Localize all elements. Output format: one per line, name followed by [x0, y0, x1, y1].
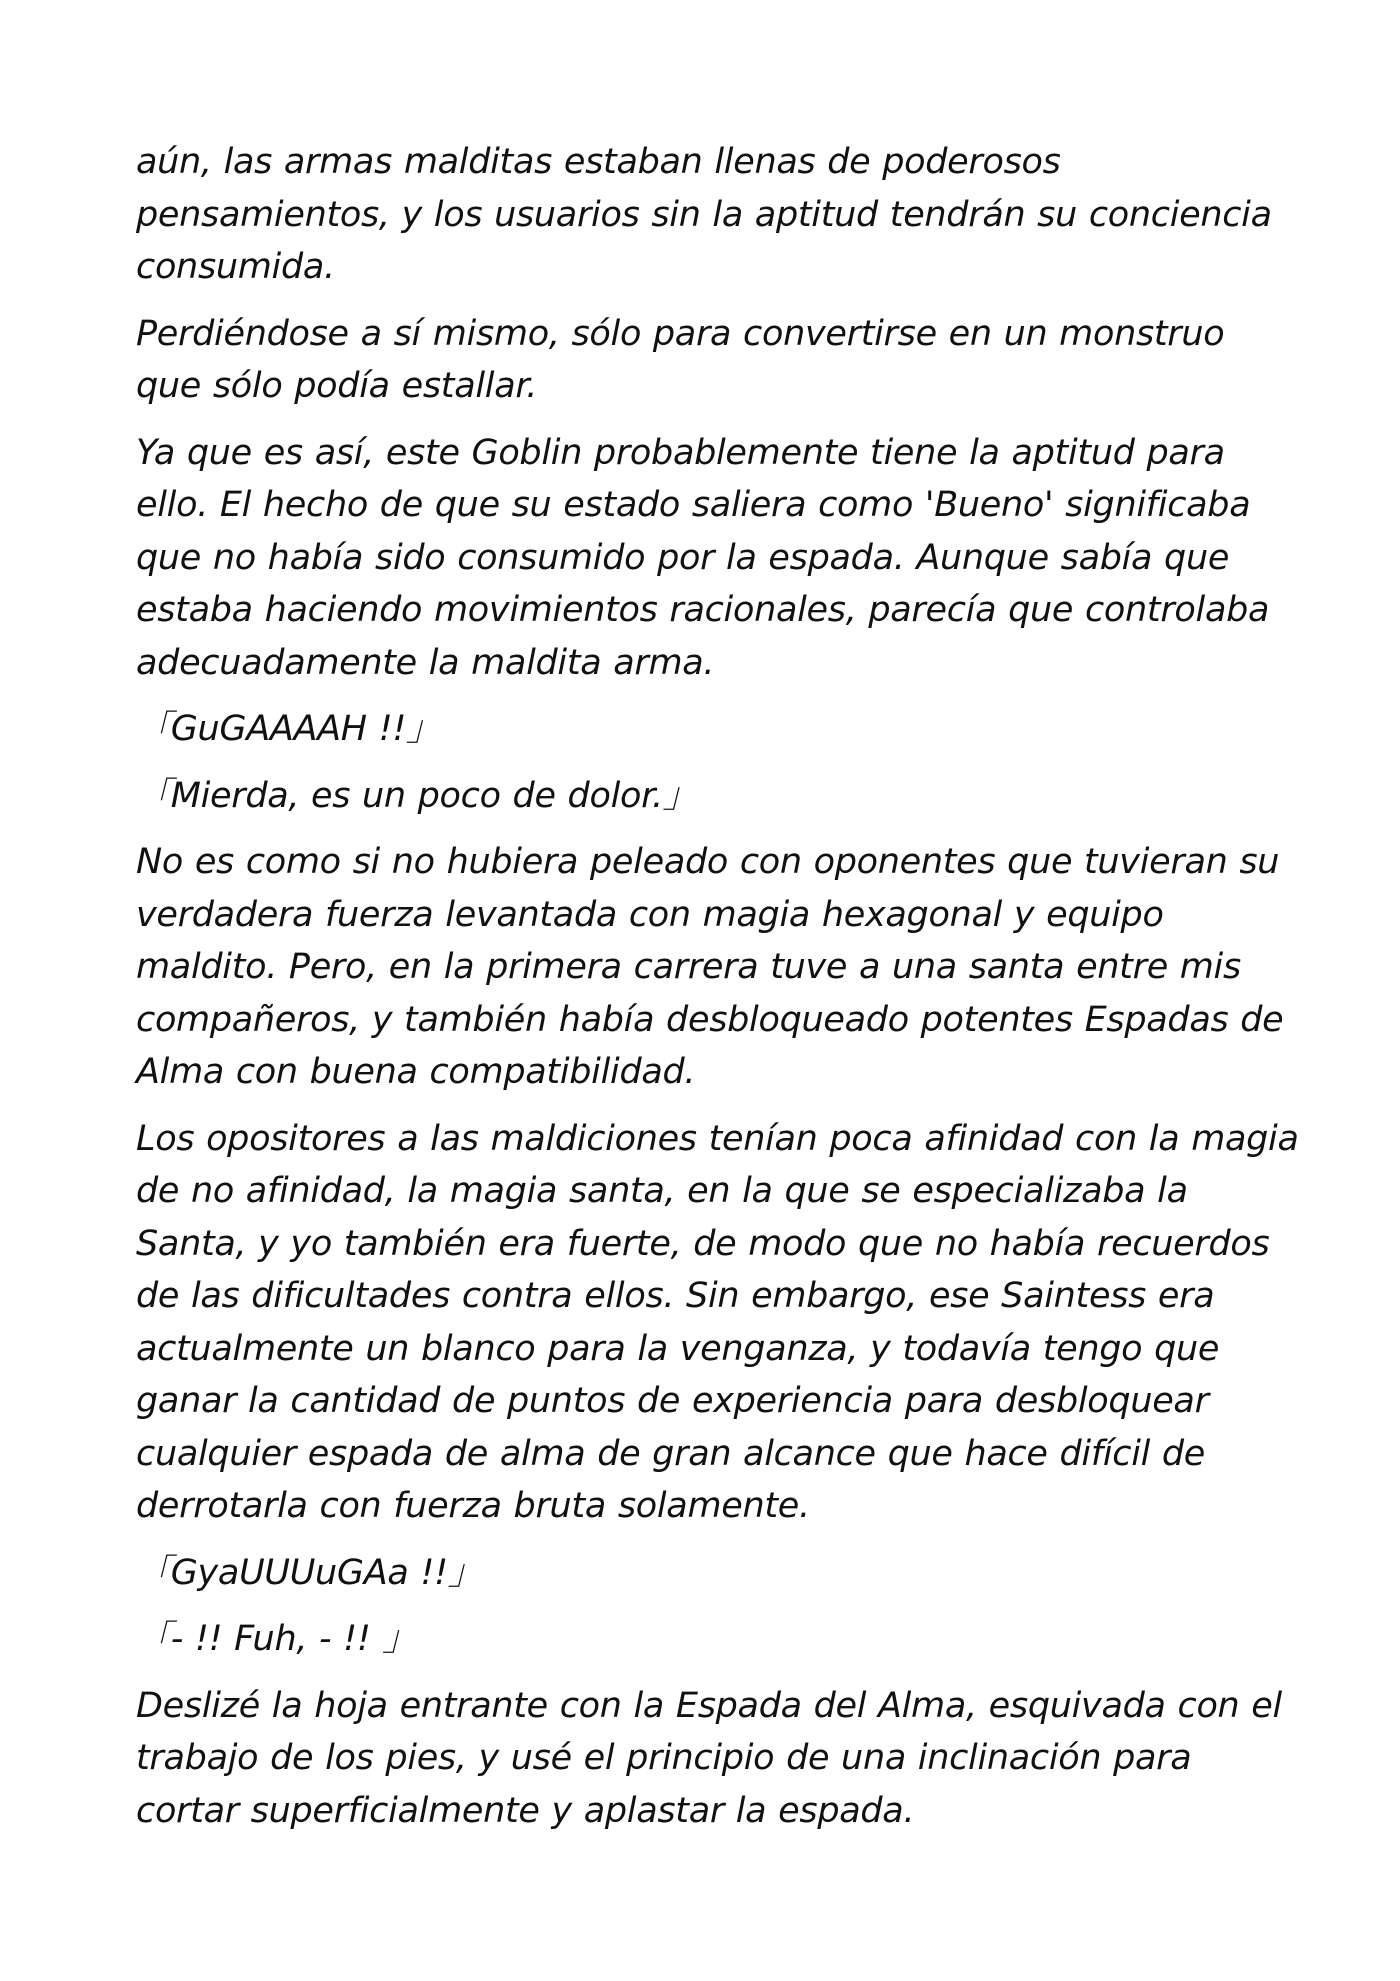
dialogue-line: 「GyaUUUuGAa !!」	[136, 1552, 483, 1593]
paragraph: Perdiéndose a sí mismo, sólo para convertirse en un monstruo que sólo podía estallar.	[136, 313, 1225, 406]
paragraph: Los opositores a las maldiciones tenían poca afinidad con la magia de no afinidad, la magia santa, en la que se especializaba la Santa, y yo también era fuerte, de modo que no había recuerdos de las dificultades contra ellos. Sin embargo, ese Saintess era actualmente un blanco para la venganza, y todavía tengo que ganar la cantidad de puntos de experiencia para desbloquear cualquier espada de alma de gran alcance que hace difícil de derrotarla con fuerza bruta solamente.	[136, 1118, 1299, 1526]
dialogue-line: 「- !! Fuh, - !! 」	[136, 1619, 418, 1659]
paragraph: Deslizé la hoja entrante con la Espada del Alma, esquivada con el trabajo de los pies, y usé el principio de una inclinación para cortar superficialmente y aplastar la espada.	[136, 1685, 1282, 1831]
dialogue-line: 「Mierda, es un poco de dolor.」	[136, 775, 698, 816]
paragraph: aún, las armas malditas estaban llenas de poderosos pensamientos, y los usuarios sin la aptitud tendrán su conciencia consumida.	[136, 142, 1272, 287]
dialogue-line: 「GuGAAAAH !!」	[136, 709, 441, 749]
paragraph: No es como si no hubiera peleado con oponentes que tuvieran su verdadera fuerza levantada con magia hexagonal y equipo maldito. Pero, en la primera carrera tuve a una santa entre mis compañeros, y también había desbloqueado potentes Espadas de Alma con buena compatibilidad.	[136, 842, 1284, 1092]
paragraph: Ya que es así, este Goblin probablemente tiene la aptitud para ello. El hecho de que su estado saliera como 'Bueno' significaba que no había sido consumido por la espada. Aunque sabía que estaba haciendo movimientos racionales, parecía que controlaba adecuadamente la maldita arma.	[136, 432, 1270, 683]
